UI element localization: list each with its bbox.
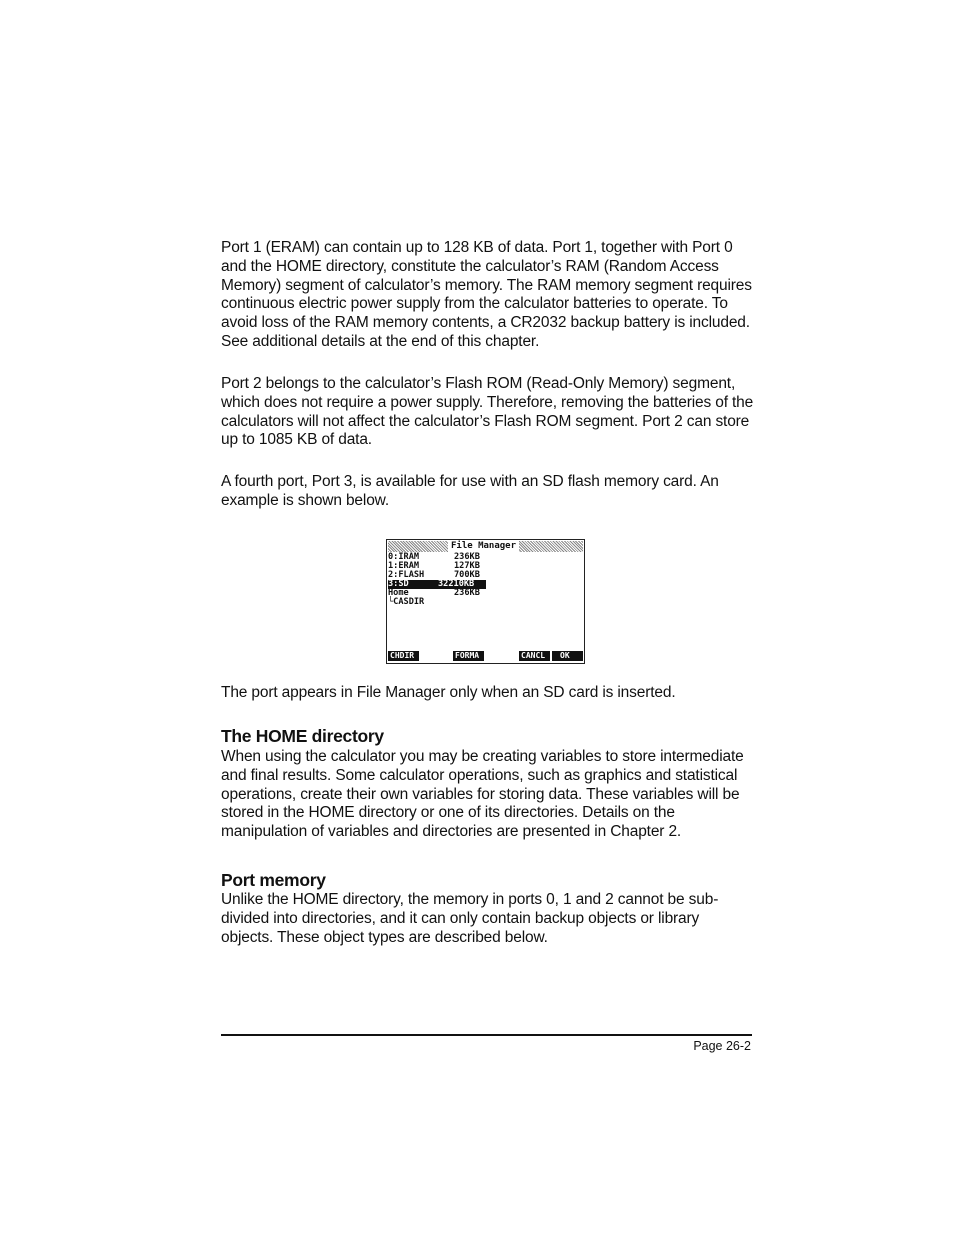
text-line: Port 1 (ERAM) can contain up to 128 KB of data. Port 1, together with Port 0	[221, 239, 733, 256]
text-line: up to 1085 KB of data.	[221, 431, 372, 449]
row-size: 700KB	[454, 570, 480, 580]
row-name: 0:IRAM	[388, 552, 420, 562]
row-size: 236KB	[454, 552, 480, 562]
page-number: Page 26-2	[693, 1039, 751, 1053]
text-line: A fourth port, Port 3, is available for use with an SD flash memory card. An	[221, 473, 719, 490]
paragraph-port-memory	[221, 891, 756, 947]
text-line: objects. These object types are described below.	[221, 928, 548, 946]
text-line: avoid loss of the RAM memory contents, a CR2032 backup battery is included.	[221, 314, 750, 332]
text-line: stored in the HOME directory or one of its directories. Details on the	[221, 804, 675, 822]
text-line: Port 2 belongs to the calculator’s Flash ROM (Read-Only Memory) segment,	[221, 375, 736, 392]
text-line: and final results. Some calculator operations, such as graphics and statistical	[221, 766, 738, 784]
heading-port-memory: Port memory	[221, 870, 326, 890]
row-name: 3:SD	[388, 579, 409, 589]
softkey-cancl: CANCL	[519, 651, 550, 661]
screen-title-bar	[388, 541, 583, 552]
paragraph-sd-note	[221, 684, 756, 703]
row-name: Home	[388, 588, 409, 598]
paragraph-port3	[221, 473, 756, 511]
screen-title: File Manager	[448, 541, 519, 552]
text-line: which does not require a power supply. Therefore, removing the batteries of the	[221, 393, 754, 411]
heading-home-directory: The HOME directory	[221, 726, 384, 746]
row-size: 32210KB	[438, 579, 475, 589]
footer-rule	[221, 1034, 752, 1036]
text-line: When using the calculator you may be creating variables to store intermediate	[221, 748, 744, 765]
paragraph-port2	[221, 375, 756, 450]
text-line: calculators will not affect the calculator’s Flash ROM segment. Port 2 can store	[221, 412, 750, 430]
softkey-chdir: CHDIR	[388, 651, 419, 661]
text-line: and the HOME directory, constitute the calculator’s RAM (Random Access	[221, 257, 719, 275]
paragraph-home-directory	[221, 748, 756, 842]
text-line: operations, create their own variables for storing data. These variables will be	[221, 785, 740, 803]
softkey-forma: FORMA	[453, 651, 484, 661]
row-name: └CASDIR	[388, 597, 425, 607]
softkey-ok: OK	[552, 651, 583, 661]
row-size: 127KB	[454, 561, 480, 571]
text-line: continuous electric power supply from the calculator batteries to operate. To	[221, 295, 728, 313]
text-line: Memory) segment of calculator’s memory. The RAM memory segment requires	[221, 276, 752, 294]
row-name: 1:ERAM	[388, 561, 420, 571]
softkey-bar	[388, 651, 583, 661]
text-line: example is shown below.	[221, 491, 390, 509]
text-line: Unlike the HOME directory, the memory in ports 0, 1 and 2 cannot be sub-	[221, 891, 719, 908]
paragraph-port1	[221, 239, 756, 352]
text-line: divided into directories, and it can only contain backup objects or library	[221, 909, 700, 927]
text-line: manipulation of variables and directories are presented in Chapter 2.	[221, 823, 682, 841]
text-line: The port appears in File Manager only when an SD card is inserted.	[221, 684, 676, 701]
text-line: See additional details at the end of this chapter.	[221, 332, 540, 350]
screen-row	[388, 598, 486, 607]
row-name: 2:FLASH	[388, 570, 425, 580]
row-size: 236KB	[454, 588, 480, 598]
calculator-screen-image	[386, 539, 585, 664]
